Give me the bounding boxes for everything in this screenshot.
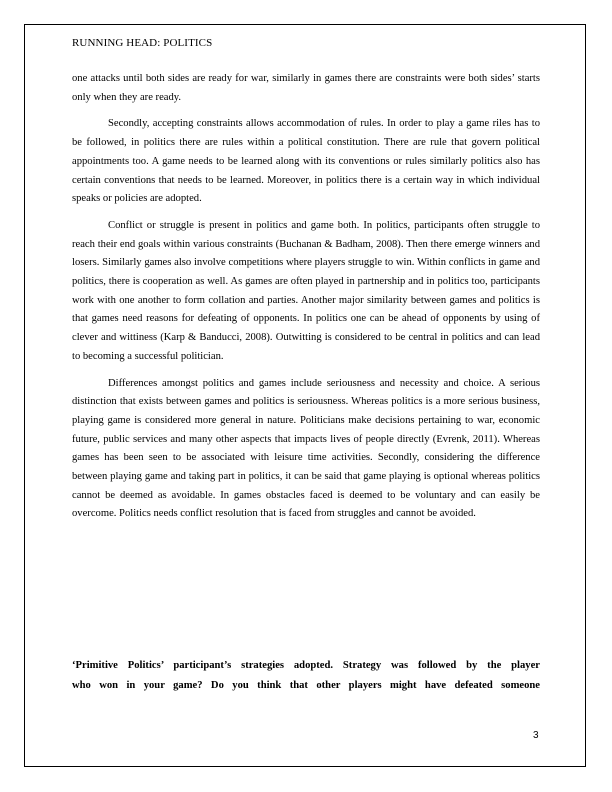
document-body [72, 70, 540, 532]
paragraph-continuation: one attacks until both sides are ready for war, similarly in games there are constraints were both sides’ starts only when they are ready. [72, 73, 540, 103]
paragraph-conflict: Conflict or struggle is present in politics and game both. In politics, participants often struggle to reach their end goals within various constraints (Buchanan & Badham, 2008). Then there emerge winners and losers. Similarly games also involve competitions where players struggle to win. Within conflicts in game and politics, there is cooperation as well. As games are often played in partnership and in politics too, participants work with one another to form collation and parties. Another major similarity between games and politics is that games need reasons for defeating of opponents. In politics one can be ahead of opponents by using of clever and wittiness (Karp & Banducci, 2008). Outwitting is considered to be central in politics and can lead to becoming a successful politician. [72, 219, 540, 362]
question-heading-line-2: who won in your game? Do you think that other players might have defeated someone [72, 680, 540, 691]
paragraph-differences: Differences amongst politics and games include seriousness and necessity and choice. A serious distinction that exists between games and politics is seriousness. Whereas politics is a more serious business, playing game is considered more general in nature. Politicians make decisions pertaining to war, economic future, public services and many other aspects that impacts lives of people directly (Evrenk, 2011). Whereas games has been seen to be associated with leisure time activities. Secondly, considering the difference between playing game and taking part in politics, it can be said that game playing is optional whereas politics cannot be deemed as avoidable. In games obstacles faced is deemed to be voluntary and can easily be overcome. Politics needs conflict resolution that is faced from struggles and cannot be avoided. [72, 377, 540, 520]
question-heading [72, 656, 540, 696]
paragraph-constraints: Secondly, accepting constraints allows accommodation of rules. In order to play a game riles has to be followed, in politics there are rules within a political constitution. There are rule that govern political appointments too. A game needs to be learned along with its conventions or rules similarly politics also has certain conventions that needs to be learned. Moreover, in politics there is a certain way in which individual speaks or policies are adopted. [72, 118, 540, 205]
page-number: 3 [533, 730, 539, 741]
question-heading-line-1: ‘Primitive Politics’ participant’s strategies adopted. Strategy was followed by the player [72, 660, 540, 671]
running-head: RUNNING HEAD: POLITICS [72, 37, 213, 49]
